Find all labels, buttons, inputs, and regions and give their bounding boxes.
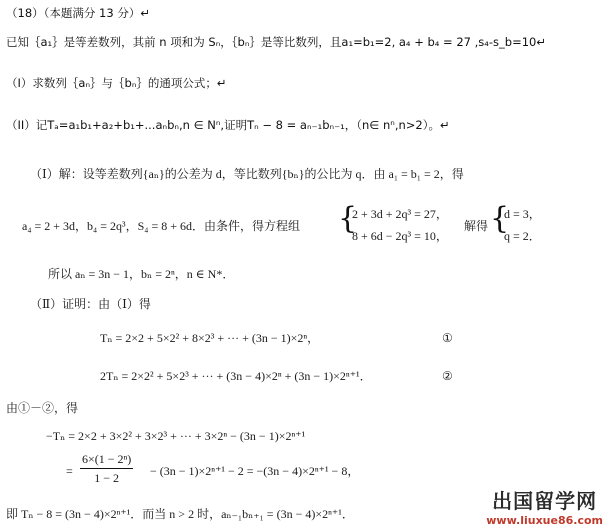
solution-eq-left: a₄ = 2 + 3d，b₄ = 2q³，S₄ = 8 + 6d．由条件，得方程组 xyxy=(22,219,300,233)
equation-1-tag: ① xyxy=(442,331,453,345)
watermark-name: 出国留学网 xyxy=(492,489,598,513)
fraction-equals: = xyxy=(66,464,73,478)
fraction-bar xyxy=(80,468,133,469)
negative-t-line: −Tₙ = 2×2 + 3×2² + 3×2³ + ··· + 3×2ⁿ − (3n − 1)×2ⁿ⁺¹ xyxy=(46,429,306,443)
problem-header: （18）（本题满分 13 分）↵ xyxy=(6,6,150,20)
equation-2-tag: ② xyxy=(442,369,453,383)
subtract-note: 由①－②，得 xyxy=(6,401,79,415)
fraction-denominator: 1 − 2 xyxy=(94,471,120,485)
equation-2: 2Tₙ = 2×2² + 5×2³ + ··· + (3n − 4)×2ⁿ + (3n − 1)×2ⁿ⁺¹． xyxy=(100,369,372,383)
system-eq-1: 2 + 3d + 2q³ = 27， xyxy=(352,207,448,221)
solution-result: 所以 aₙ = 3n − 1，bₙ = 2ⁿ，n ∈ N*． xyxy=(48,267,235,281)
fraction-rest: − (3n − 1)×2ⁿ⁺¹ − 2 = −(3n − 4)×2ⁿ⁺¹ − 8， xyxy=(150,464,360,478)
problem-part-2: （II）记Tₐ=a₁b₁+a₂+b₁+...aₙbₙ,n ∈ Nⁿ,证明Tₙ − 8 = aₙ₋₁bₙ₋₁，（n∈ nⁿ,n>2）。↵ xyxy=(6,118,450,132)
final-line: 即 Tₙ − 8 = (3n − 4)×2ⁿ⁺¹．而当 n > 2 时，aₙ₋₁bₙ₊₁ = (3n − 4)×2ⁿ⁺¹． xyxy=(6,507,354,521)
solve-word: 解得 xyxy=(464,219,489,233)
fraction-numerator: 6×(1 − 2ⁿ) xyxy=(82,452,132,466)
problem-part-1: （I）求数列｛aₙ｝与｛bₙ｝的通项公式；↵ xyxy=(6,76,227,90)
part2-heading: （Ⅱ）证明：由（Ⅰ）得 xyxy=(30,297,151,311)
solution-brace-icon: { xyxy=(490,201,510,236)
watermark-url: www.liuxue86.com xyxy=(486,514,603,527)
system-brace-icon: { xyxy=(338,201,358,236)
problem-stem: 已知｛a₁｝是等差数列，其前 n 项和为 Sₙ，｛bₙ｝是等比数列，且a₁=b₁=2, a₄ + b₄ = 27 ,s₄-s_b=10↵ xyxy=(6,35,546,49)
solution-intro: （Ⅰ）解：设等差数列{aₙ}的公差为 d，等比数列{bₙ}的公比为 q．由 a₁ = b₁ = 2，得 xyxy=(30,167,464,181)
solution-value-d: d = 3， xyxy=(504,207,541,221)
system-eq-2: 8 + 6d − 2q³ = 10， xyxy=(352,229,448,243)
solution-value-q: q = 2． xyxy=(504,229,541,243)
equation-1: Tₙ = 2×2 + 5×2² + 8×2³ + ··· + (3n − 1)×2ⁿ， xyxy=(100,331,320,345)
fraction xyxy=(80,452,133,486)
site-watermark xyxy=(486,485,603,527)
